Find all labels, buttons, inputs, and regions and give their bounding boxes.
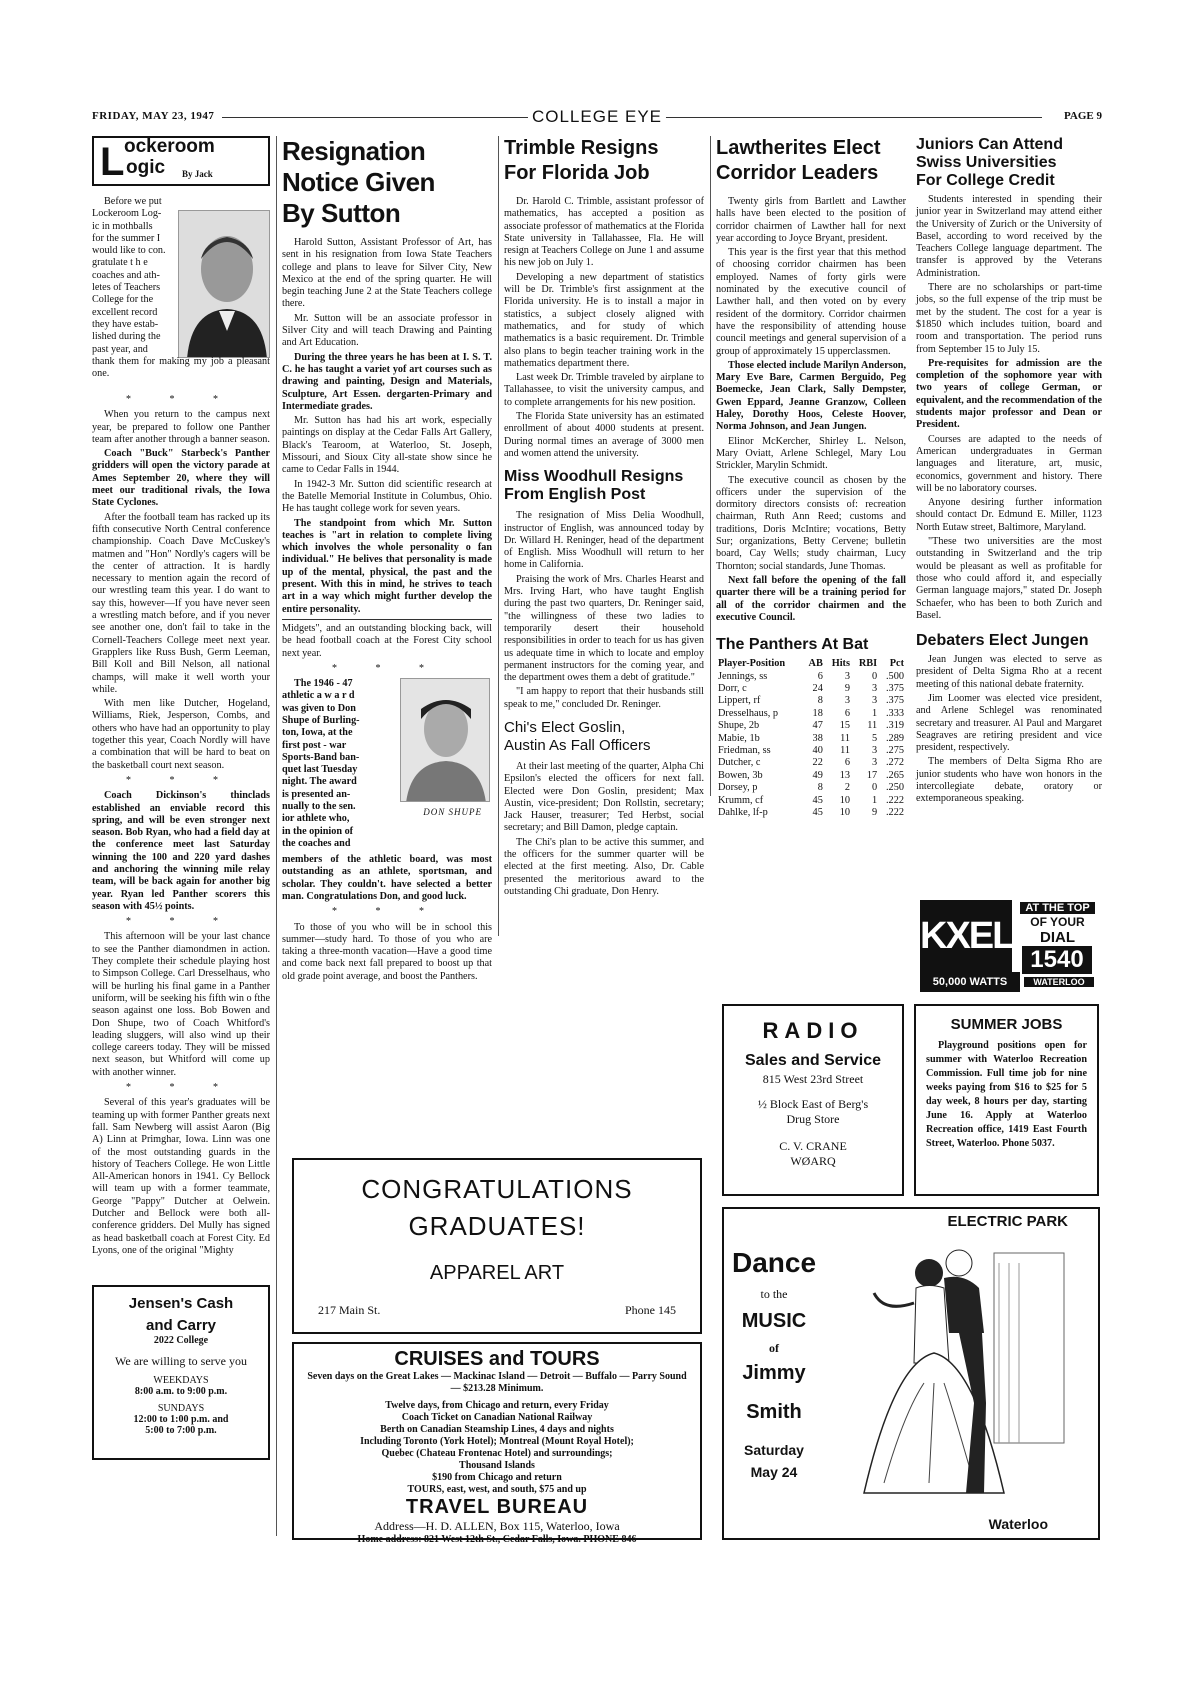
table-cell: 3 bbox=[844, 695, 850, 707]
headline-line: Chi's Elect Goslin, bbox=[504, 718, 626, 736]
intro-line: College for the bbox=[92, 294, 154, 306]
table-cell: 6 bbox=[844, 757, 850, 769]
award-line: athletic a w a r d bbox=[282, 690, 355, 702]
bureau-address: Address—H. D. ALLEN, Box 115, Waterloo, Iowa bbox=[374, 1519, 620, 1533]
table-cell: 3 bbox=[844, 670, 850, 682]
congrats-line-2: GRADUATES! bbox=[408, 1211, 586, 1241]
article-paragraph: Praising the work of Mrs. Charles Hearst and Mrs. Irving Hart, who have taught English during the past two quarters, Dr. Reninger said, "the willingness of these two ladies to temporarily desert their household responsibilities in order to teach for us has given us adequate time in which to locate and employ permanent instructors for the coming year, and the department owes them a debt of gratitude." bbox=[504, 573, 704, 684]
article-paragraph: Coach "Buck" Starbeck's Panther gridders will open the victory parade at Ames September 20, where they will meet our traditional rivals, the Iowa State Cyclones. bbox=[92, 448, 270, 509]
headline-line: Resignation bbox=[282, 136, 426, 166]
intro-lines bbox=[92, 196, 176, 356]
table-cell: 3 bbox=[872, 757, 878, 769]
kxel-dial: DIAL bbox=[1040, 929, 1075, 946]
table-cell: 18 bbox=[812, 707, 823, 719]
table-cell: 1 bbox=[872, 794, 878, 806]
table-header-row bbox=[716, 658, 906, 670]
award-line: the coaches and bbox=[282, 837, 351, 849]
electric-park-ad bbox=[722, 1207, 1100, 1540]
dance-title: Dance bbox=[731, 1247, 817, 1278]
dance-to: to the bbox=[760, 1287, 788, 1301]
table-cell: .222 bbox=[885, 806, 904, 818]
article-paragraph: When you return to the campus next year, be prepared to follow one Panther team after another through a banner season. bbox=[92, 409, 270, 445]
lockeroom-logic-column bbox=[92, 136, 270, 1259]
intro-line: past year, and bbox=[92, 343, 148, 355]
cruises-line: TOURS, east, west, and south, $75 and up bbox=[407, 1484, 587, 1495]
article-paragraph: Anyone desiring further information should contact Dr. Edmund E. Miller, 1123 North Eutaw street, Baltimore, Maryland. bbox=[916, 497, 1102, 533]
article-paragraph: "These two universities are the most outstanding in Switzerland and the trip would be pleasant as well as profitable for those who could afford it, and especially German language majors," stated Dr. Joseph Schaefer, who has been to both Zurich and Basel. bbox=[916, 536, 1102, 621]
store-phone: Phone 145 bbox=[625, 1303, 676, 1317]
logo-word-1: ockeroom bbox=[124, 136, 215, 157]
article-paragraph: To those of you who will be in school this summer—study hard. To those of you who are taking a three-month vacation—Have a good time and come back next fall prepared to boost up that old grade point average, and boost the Panthers. bbox=[282, 921, 492, 982]
article-paragraph: Mr. Sutton will be an associate professor in Silver City and will teach Drawing and Painting and Art Education. bbox=[282, 312, 492, 349]
award-line: nually to the sen. bbox=[282, 801, 356, 813]
article-paragraph: Mr. Sutton has had his art work, especially paintings on display at the Cedar Falls Art Gallery, Black's Tearoom, at Waterloo, St. Joseph, Missouri, and Sioux City all-state show since he came to Cedar Falls in 1944. bbox=[282, 415, 492, 476]
band-first-name: Jimmy bbox=[742, 1362, 806, 1384]
radio-callsign: WØARQ bbox=[790, 1154, 836, 1168]
article-paragraph: Jean Jungen was elected to serve as president of Delta Sigma Rho at a recent meeting of this national debate fraternity. bbox=[916, 654, 1102, 690]
award-line: night. The award bbox=[282, 776, 357, 788]
shupe-portrait bbox=[401, 679, 490, 802]
cruises-line: Quebec (Chateau Frontenac Hotel) and surroundings; bbox=[381, 1448, 613, 1459]
table-cell: 3 bbox=[872, 695, 878, 707]
kxel-top-1: AT THE TOP bbox=[1020, 902, 1095, 914]
award-line: first post - war bbox=[282, 739, 347, 751]
dance-city: Waterloo bbox=[988, 1516, 1048, 1532]
logo-word-2: ogic bbox=[126, 157, 166, 178]
portrait-illustration bbox=[179, 211, 270, 358]
columnist-photo bbox=[178, 210, 270, 358]
table-cell: Krumm, cf bbox=[718, 794, 764, 806]
table-cell: 3 bbox=[872, 682, 878, 694]
table-cell: 1 bbox=[872, 707, 878, 719]
radio-title: RADIO bbox=[762, 1018, 864, 1043]
table-cell: 6 bbox=[817, 670, 823, 682]
column-header: Pct bbox=[889, 658, 904, 670]
table-row bbox=[716, 795, 906, 807]
section-stars: * * * bbox=[332, 906, 442, 918]
intro-line: coaches and ath- bbox=[92, 269, 160, 281]
table-cell: 3 bbox=[872, 744, 878, 756]
radio-location-1: ½ Block East of Berg's bbox=[757, 1097, 869, 1111]
article-paragraph: The executive council as chosen by the officers under the supervision of the dormitory directors consists of: recreation chairman, Ruth Ann Reed; customs and traditions, Doris McIntire; vocations, Betty Sur; organizations, Betty Cervene; bulletin board, Cay Wells; study chairman, Lucy Thornton; social standards, June Thomas. bbox=[716, 474, 906, 572]
table-row bbox=[716, 695, 906, 707]
column-header: AB bbox=[808, 658, 823, 670]
table-cell: .500 bbox=[885, 670, 904, 682]
table-cell: Mabie, 1b bbox=[718, 732, 760, 744]
kxel-ad bbox=[920, 900, 1095, 993]
intro-line: excellent record bbox=[92, 306, 158, 318]
intro-line: gratulate t h e bbox=[92, 257, 148, 269]
headline-line: Notice Given bbox=[282, 167, 435, 197]
jensen-sunday-hours-1: 12:00 to 1:00 p.m. and bbox=[133, 1414, 229, 1425]
kxel-call-sign: KXEL bbox=[920, 900, 1012, 972]
issue-date: FRIDAY, MAY 23, 1947 bbox=[92, 110, 215, 122]
table-cell: Dresselhaus, p bbox=[718, 707, 779, 719]
table-cell: 5 bbox=[872, 732, 878, 744]
table-row bbox=[716, 782, 906, 794]
swiss-column bbox=[916, 136, 1102, 808]
dance-music: MUSIC bbox=[741, 1310, 807, 1332]
cruises-ad bbox=[292, 1342, 702, 1545]
headline-line: Trimble Resigns bbox=[504, 137, 659, 159]
award-line: The 1946 - 47 bbox=[294, 678, 353, 690]
table-cell: Dahlke, lf-p bbox=[718, 806, 768, 818]
table-row bbox=[716, 770, 906, 782]
article-paragraph: The Florida State university has an estimated enrollment of about 4000 students at present. During normal times an average of 3000 men and women attend the university. bbox=[504, 411, 704, 459]
article-paragraph: Students interested in spending their junior year in Switzerland may attend either the University of Zurich or the University of Basel, according to word received by the Teachers College language department. The transfer is approved by the Veterans Administration. bbox=[916, 194, 1102, 279]
article-paragraph: This afternoon will be your last chance to see the Panther diamondmen in action. They complete their schedule playing host to Simpson College. Carl Dresselhaus, who will be hurling his final game in a Panther uniform, will be seeking his fifth win o fthe season against one loss. Bob Bowen and Don Shupe, two of Coach Whitford's leading sluggers, will also wind up their college careers today. They will be missed next season, but Whitford will come up with another winner. bbox=[92, 931, 270, 1078]
radio-ad bbox=[722, 1004, 904, 1196]
trimble-column bbox=[504, 136, 704, 900]
jensen-ad bbox=[92, 1285, 270, 1460]
article-paragraph: At their last meeting of the quarter, Alpha Chi Epsilon's elected the officers for next fall. Elected were Don Goslin, president; Max Austin, vice-president; Don Rollstin, secretary; Jack Hauser, treasurer; Ted Herbst, social secretary; and Bill Damon, pledge captain. bbox=[504, 760, 704, 834]
store-name: APPAREL ART bbox=[429, 1262, 565, 1284]
intro-line: they have estab- bbox=[92, 318, 159, 330]
table-cell: 47 bbox=[812, 720, 823, 732]
article-paragraph: Those elected include Marilyn Anderson, Mary Eve Bare, Carmen Berguido, Peg Boemecke, Jean Clark, Sally Dempster, Gwen Eppard, Jeanne Granzow, Colleen Haley, Dorothy Hoos, Celeste Hoover, Norma Johnson, and Jean Jungen. bbox=[716, 359, 906, 433]
article-paragraph: The standpoint from which Mr. Sutton teaches is "art in relation to complete living which involves the whole personality o fan individual." He belives that personality is made up of the mental, physical, the past and the present. With this in mind, he strives to teach art in a way which might further develop the entire personality. bbox=[282, 517, 492, 615]
jensen-title-1: Jensen's Cash bbox=[128, 1295, 234, 1312]
column-rule bbox=[276, 136, 277, 1536]
table-cell: 40 bbox=[812, 744, 823, 756]
headline-line: Swiss Universities bbox=[916, 154, 1057, 171]
headline-line: Austin As Fall Officers bbox=[504, 736, 651, 754]
section-stars: * * * bbox=[126, 1082, 236, 1094]
article-paragraph: In 1942-3 Mr. Sutton did scientific research at the Batelle Memorial Institute in Columbus, Ohio. He has taught college work for seven years. bbox=[282, 478, 492, 515]
column-rule bbox=[710, 136, 711, 796]
table-row bbox=[716, 720, 906, 732]
table-row bbox=[716, 683, 906, 695]
section-stars: * * * bbox=[126, 394, 236, 405]
batting-stats-table bbox=[716, 658, 906, 819]
article-paragraph: Jim Loomer was elected vice president, and Arlene Schlegel was renominated secretary and treasurer. Al Paul and Margaret Seagraves are retiring president and vice president, respectively. bbox=[916, 692, 1102, 754]
intro-line: for the summer I bbox=[92, 232, 161, 244]
jensen-weekday-hours: 8:00 a.m. to 9:00 p.m. bbox=[134, 1386, 228, 1397]
section-stars: * * * bbox=[332, 662, 442, 674]
radio-location-2: Drug Store bbox=[786, 1112, 840, 1126]
table-row bbox=[716, 807, 906, 819]
table-cell: 2 bbox=[844, 782, 850, 794]
logo-byline: By Jack bbox=[182, 169, 213, 179]
section-stars: * * * bbox=[126, 916, 236, 928]
jensen-sundays: SUNDAYS bbox=[157, 1403, 205, 1414]
table-cell: .275 bbox=[885, 744, 904, 756]
headline-line: By Sutton bbox=[282, 198, 401, 228]
jensen-sunday-hours-2: 5:00 to 7:00 p.m. bbox=[145, 1425, 217, 1436]
headline-line: Miss Woodhull Resigns bbox=[504, 468, 684, 486]
table-row bbox=[716, 757, 906, 769]
article-paragraph: Several of this year's graduates will be teaming up with former Panther greats next fall. Sam Newberg will assist Aaron (Big A) Linn at Primghar, Iowa. Linn was one of the most outstanding guards in the history of Teachers College. He won Little All-American honors in 1941. Cy Bellock will team up with a former teammate, George "Pappy" Dutcher at Oelwein. Dutcher and Bellock were both all-conference gridders. Del Mully has signed as head basketball coach at Forest City. Ed Lyons, one of the original "Mighty bbox=[92, 1097, 270, 1256]
headline-line: For Florida Job bbox=[504, 162, 650, 184]
article-paragraph: Elinor McKercher, Shirley L. Nelson, Mary Oviatt, Arlene Schlegel, Mary Lou Strickler, Marylin Schmidt. bbox=[716, 435, 906, 472]
table-cell: 9 bbox=[872, 806, 878, 818]
kxel-frequency: 1540 bbox=[1022, 946, 1092, 974]
table-cell: .319 bbox=[885, 720, 904, 732]
article-paragraph: Developing a new department of statistics will be Dr. Trimble's first assignment at the Florida university. He is to install a major in statistics, a subject closely aligned with mathematics, and for study of which mathematics is a basic requirement. Dr. Trimble also plans to begin teacher training work in the mathematics department there. bbox=[504, 271, 704, 369]
column-rule bbox=[498, 136, 499, 936]
award-line: quet last Tuesday bbox=[282, 764, 358, 776]
table-cell: 24 bbox=[812, 682, 823, 694]
congrats-line-1: CONGRATULATIONS bbox=[361, 1174, 633, 1204]
award-line: ior athlete who, bbox=[282, 813, 350, 825]
headline-line: Juniors Can Attend bbox=[916, 136, 1063, 153]
congratulations-ad bbox=[292, 1158, 702, 1334]
article-paragraph: Twenty girls from Bartlett and Lawther halls have been elected to the position of corridor chairmen of Lawther hall for next year according to Joyce Bryant, president. bbox=[716, 196, 906, 244]
table-cell: 0 bbox=[872, 782, 878, 794]
dancing-couple-illustration bbox=[834, 1233, 1084, 1513]
table-cell: 11 bbox=[867, 720, 878, 732]
cruises-line: $190 from Chicago and return bbox=[432, 1472, 562, 1483]
park-name: ELECTRIC PARK bbox=[947, 1213, 1068, 1230]
article-paragraph: Courses are adapted to the needs of American undergraduates in German languages and literature, art, music, economics, government and history. There will be no laboratory courses. bbox=[916, 433, 1102, 494]
summer-jobs-ad bbox=[914, 1004, 1099, 1196]
award-line: Shupe of Burling- bbox=[282, 714, 360, 726]
jensen-title-2: and Carry bbox=[145, 1317, 217, 1334]
sutton-column bbox=[282, 136, 492, 985]
award-lines bbox=[282, 678, 394, 850]
divider bbox=[282, 619, 492, 620]
table-cell: .222 bbox=[885, 794, 904, 806]
table-cell: Dutcher, c bbox=[718, 757, 761, 769]
table-cell: .333 bbox=[885, 707, 904, 719]
masthead bbox=[92, 107, 1102, 130]
paper-name: COLLEGE EYE bbox=[528, 107, 666, 127]
table-row bbox=[716, 708, 906, 720]
kxel-top-2: OF YOUR bbox=[1030, 915, 1085, 929]
table-cell: 10 bbox=[839, 806, 850, 818]
jensen-address: 2022 College bbox=[153, 1335, 209, 1346]
article-paragraph: Next fall before the opening of the fall quarter there will be a training period for all of the corridor chairmen and the executive Council. bbox=[716, 574, 906, 623]
stats-title: The Panthers At Bat bbox=[716, 636, 869, 654]
page-number: PAGE 9 bbox=[1060, 110, 1102, 122]
article-paragraph: The members of Delta Sigma Rho are junior students who have won honors in the intercollegiate debate, oratory or extemporaneous speaking. bbox=[916, 756, 1102, 805]
band-last-name: Smith bbox=[746, 1401, 802, 1423]
table-cell: 45 bbox=[812, 794, 823, 806]
article-paragraph: This year is the first year that this method of choosing corridor chairmen has been employed. Names of forty girls were nominated by the executive council of Lawther hall, and then voted on by every resident of the dormitory. Corridor chairmen have the responsibility of attending house council meetings and general supervision of a group of approximately 15 upperclassmen. bbox=[716, 247, 906, 357]
article-paragraph: "I am happy to report that their husbands still speak to me," concluded Dr. Reninger. bbox=[504, 686, 704, 710]
column-header: RBI bbox=[858, 658, 878, 670]
table-cell: Bowen, 3b bbox=[718, 769, 763, 781]
dance-date: May 24 bbox=[750, 1464, 798, 1480]
table-cell: 8 bbox=[817, 695, 823, 707]
radio-owner: C. V. CRANE bbox=[779, 1139, 847, 1153]
table-cell: 13 bbox=[839, 769, 850, 781]
headline-line: Corridor Leaders bbox=[716, 162, 879, 184]
table-cell: Friedman, ss bbox=[718, 744, 771, 756]
table-cell: 22 bbox=[812, 757, 823, 769]
table-cell: 38 bbox=[812, 732, 823, 744]
table-cell: 45 bbox=[812, 806, 823, 818]
award-line: was given to Don bbox=[282, 702, 356, 714]
article-paragraph: The Chi's plan to be active this summer, and the officers for the summer quarter will be elected at the first meeting. Also, Dr. Cable presented the meritorious award to the outstanding Chi graduate, Don Henry. bbox=[504, 836, 704, 897]
article-paragraph: The resignation of Miss Delia Woodhull, instructor of English, was announced today by Dr. Willard H. Reninger, head of the department of English. Miss Woodhull will return to her home in California. bbox=[504, 510, 704, 571]
dance-day: Saturday bbox=[744, 1442, 804, 1458]
cruises-line: Seven days on the Great Lakes — Mackinac Island — Detroit — Buffalo — Parry Sound — $213.28 Minimum. bbox=[307, 1371, 687, 1394]
table-cell: 9 bbox=[844, 682, 850, 694]
table-cell: 6 bbox=[844, 707, 850, 719]
table-cell: Lippert, rf bbox=[718, 695, 761, 707]
radio-address: 815 West 23rd Street bbox=[762, 1072, 864, 1086]
summer-jobs-body: Playground positions open for summer with Waterloo Recreation Commission. Full time job for nine weeks paying from $16 to $25 for 5 day week, 8 hours per day, starting June 16. Apply at Waterloo Recreation office, 1419 East Fourth Street, Waterloo. Phone 5037. bbox=[926, 1040, 1087, 1149]
article-paragraph: After the football team has racked up its fifth consecutive North Central conference championship. Coach Dave McCuskey's matmen and "Hon" Nordly's cagers will be the center of attraction. It is hardly necessary to mention again the record of our wrestling team this year. I do want to say this, however—If you have never seen a wrestling match before, and if you never see another one, don't fail to take in the Cornell-Teachers College meet next year. Grapplers like Russ Bush, Germ Leeman, Bill Koll and Bill Nelson, all national champs, will make it well worth your while. bbox=[92, 511, 270, 695]
photo-caption: DON SHUPE bbox=[423, 807, 482, 818]
table-cell: 17 bbox=[866, 769, 878, 781]
table-row bbox=[716, 745, 906, 757]
article-paragraph: Coach Dickinson's thinclads established an enviable record this spring, and will be even stronger next season. Bob Ryan, who had a field day at the conference meet last Saturday winning the 100 and 220 yard dashes and anchoring the winning mile relay team, will be back again for another big year. Ryan led Panther scorers this season with 45½ points. bbox=[92, 790, 270, 912]
table-row bbox=[716, 671, 906, 683]
cruises-line: Coach Ticket on Canadian National Railway bbox=[401, 1412, 593, 1423]
summer-jobs-title: SUMMER JOBS bbox=[950, 1016, 1063, 1033]
table-cell: 8 bbox=[817, 782, 823, 794]
cruises-title: CRUISES and TOURS bbox=[394, 1348, 600, 1370]
headline-line: Debaters Elect Jungen bbox=[916, 632, 1089, 650]
table-cell: .289 bbox=[885, 732, 904, 744]
bureau-home-address: Home address: 821 West 12th St., Cedar Falls, Iowa. PHONE 846 bbox=[357, 1534, 637, 1545]
radio-subtitle: Sales and Service bbox=[744, 1052, 882, 1069]
intro-line: ic in mothballs bbox=[92, 220, 153, 232]
table-cell: 15 bbox=[839, 720, 850, 732]
dance-of: of bbox=[769, 1341, 779, 1355]
award-line: is presented an- bbox=[282, 788, 351, 800]
intro-line: Before we put bbox=[104, 196, 162, 207]
cruises-line: Thousand Islands bbox=[459, 1460, 535, 1471]
table-row bbox=[716, 733, 906, 745]
table-cell: .265 bbox=[885, 769, 904, 781]
article-paragraph: Pre-requisites for admission are the completion of the sophomore year with two years of college German, or equivalent, and the recommendation of the students major professor and Dean or President. bbox=[916, 357, 1103, 431]
jensen-slogan: We are willing to serve you bbox=[115, 1354, 247, 1368]
headline-line: From English Post bbox=[504, 486, 646, 504]
column-header: Player-Position bbox=[718, 658, 786, 670]
award-line: in the opinion of bbox=[282, 825, 354, 837]
table-cell: 11 bbox=[840, 732, 850, 744]
award-line: Sports-Band ban- bbox=[282, 751, 360, 763]
intro-line: Lockeroom Log- bbox=[92, 208, 162, 220]
article-paragraph: Last week Dr. Trimble traveled by airplane to Tallahassee, to visit the university campus, and to complete arrangements for his new position. bbox=[504, 372, 704, 408]
cruises-line: Twelve days, from Chicago and return, every Friday bbox=[385, 1400, 609, 1411]
intro-line: letes of Teachers bbox=[92, 282, 161, 294]
table-cell: Dorsey, p bbox=[718, 782, 758, 794]
article-paragraph: With men like Dutcher, Hogeland, Williams, Riek, Jesperson, Combs, and others who have had an opportunity to play together this year, Coach Nordly will have a combination that will be hard to beat on the basketball court next season. bbox=[92, 698, 270, 771]
table-cell: 10 bbox=[839, 794, 850, 806]
lawther-column bbox=[716, 136, 906, 819]
article-paragraph: Dr. Harold C. Trimble, assistant professor of mathematics, has accepted a position as associate professor of mathematics at the Florida State university in Tallahassee, Fla. He will resign at Teachers College on June 1 and assume his new job on July 1. bbox=[504, 196, 704, 269]
article-paragraph: Harold Sutton, Assistant Professor of Art, has sent in his resignation from Iowa State Teachers college and plans to leave for Silver City, New Mexico at the end of the spring quarter. He will begin teaching June 2 at the State Teachers college there. bbox=[282, 237, 492, 310]
article-paragraph: During the three years he has been at I. S. T. C. he has taught a variet yof art courses such as drawing and painting, Design and Materials, Sculpture, Art Essen. dergarten-Primary and Intermediate grades. bbox=[282, 351, 492, 412]
table-cell: .250 bbox=[885, 782, 904, 794]
table-cell: .272 bbox=[885, 757, 904, 769]
article-paragraph: There are no scholarships or part-time jobs, so the full expense of the trip must be met by the student. The cost for a year is $1850 which includes tuition, board and room and transportation. The period runs from September 15 to July 15. bbox=[916, 282, 1102, 355]
lockeroom-logic-logo bbox=[92, 136, 270, 186]
table-cell: 0 bbox=[872, 670, 878, 682]
article-paragraph: Midgets", and an outstanding blocking back, will be head football coach at the Forest City school next year. bbox=[282, 622, 492, 659]
table-cell: Jennings, ss bbox=[718, 670, 768, 682]
cruises-line: Berth on Canadian Steamship Lines, 4 days and nights bbox=[380, 1424, 614, 1435]
shupe-photo bbox=[400, 678, 490, 802]
jensen-weekdays: WEEKDAYS bbox=[153, 1375, 209, 1386]
table-cell: .375 bbox=[885, 682, 904, 694]
article-paragraph: members of the athletic board, was most outstanding as an athlete, sportsman, and scholar. They couldn't. have selected a better man. Congratulations Don, and good luck. bbox=[282, 854, 492, 902]
column-header: Hits bbox=[831, 658, 850, 670]
intro-line: would like to con. bbox=[92, 245, 166, 257]
award-line: ton, Iowa, at the bbox=[282, 727, 353, 739]
intro-rest: thank them for making my job a pleasant one. bbox=[92, 356, 270, 380]
table-cell: Shupe, 2b bbox=[718, 720, 760, 732]
cruises-line: Including Toronto (York Hotel); Montreal (Mount Royal Hotel); bbox=[360, 1436, 634, 1447]
table-cell: .375 bbox=[885, 695, 904, 707]
intro-line: lished during the bbox=[92, 331, 161, 343]
store-address: 217 Main St. bbox=[318, 1303, 381, 1317]
section-stars: * * * bbox=[126, 774, 236, 786]
table-cell: Dorr, c bbox=[718, 682, 747, 694]
logo-initial: L bbox=[100, 140, 125, 184]
table-cell: 11 bbox=[840, 744, 850, 756]
travel-bureau-title: TRAVEL BUREAU bbox=[405, 1496, 589, 1518]
kxel-city: WATERLOO bbox=[1024, 977, 1094, 987]
headline-line: For College Credit bbox=[916, 172, 1055, 189]
kxel-watts: 50,000 WATTS bbox=[920, 972, 1020, 992]
headline-line: Lawtherites Elect bbox=[716, 137, 881, 159]
table-cell: 49 bbox=[812, 769, 823, 781]
